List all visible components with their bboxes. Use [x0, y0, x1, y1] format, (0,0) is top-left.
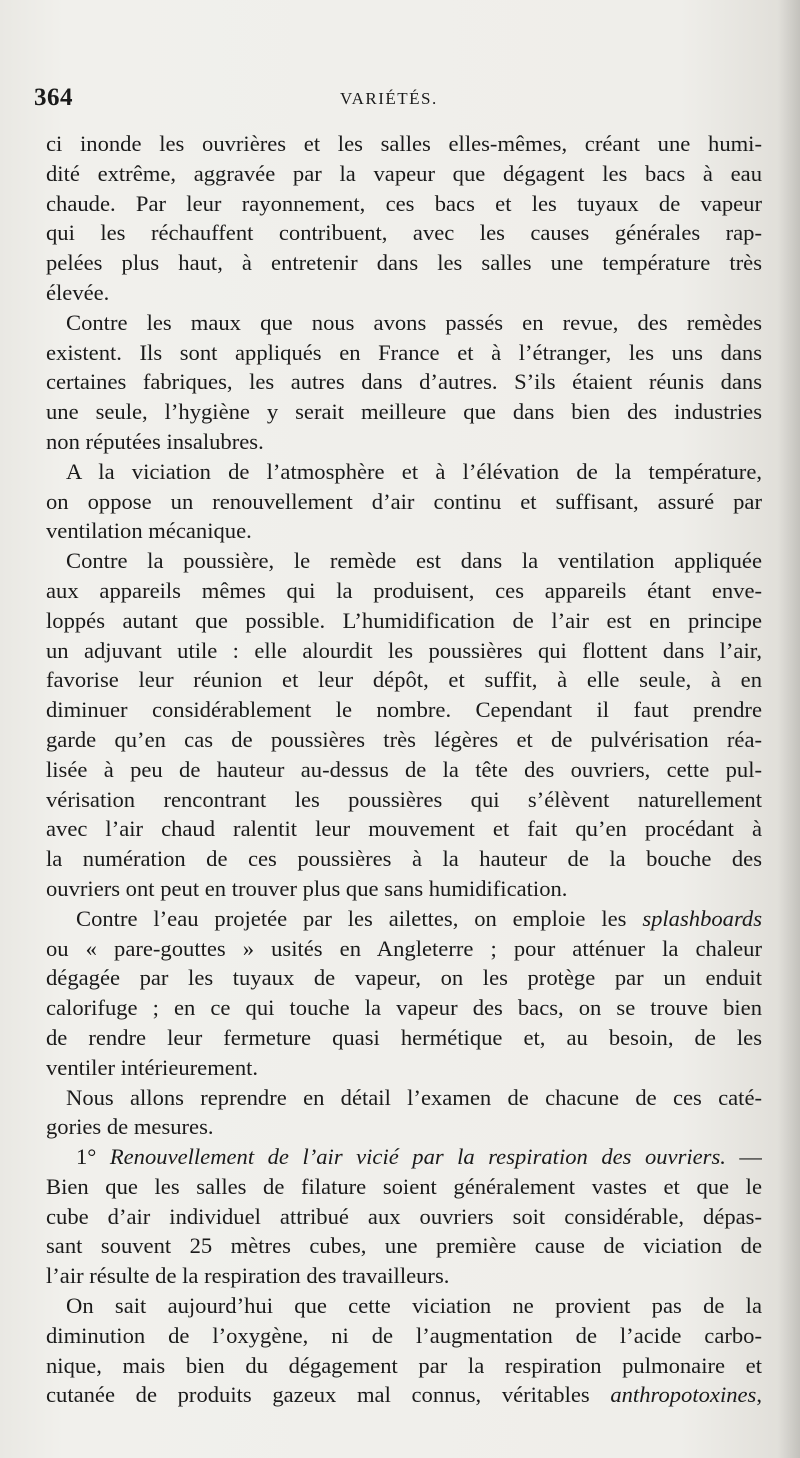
text-line: Contre l’eau projetée par les ailettes, on emploie les splashboards: [76, 905, 762, 931]
text-line: Contre les maux que nous avons passés en revue, des remèdes: [66, 309, 762, 335]
text-line: lisée à peu de hauteur au-dessus de la tête des ouvriers, cette pul-: [46, 756, 762, 782]
text-line: On sait aujourd’hui que cette viciation ne provient pas de la: [66, 1293, 762, 1319]
text-line: ventiler intérieurement.: [46, 1054, 259, 1080]
text-line: favorise leur réunion et leur dépôt, et suffit, à elle seule, à en: [46, 667, 762, 693]
text-line: pelées plus haut, à entretenir dans les salles une température très: [46, 250, 762, 276]
text-line: certaines fabriques, les autres dans d’autres. S’ils étaient réunis dans: [46, 369, 762, 395]
body-text: [46, 129, 762, 1410]
text-line: Nous allons reprendre en détail l’examen de chacune de ces caté-: [66, 1084, 762, 1110]
text-line: avec l’air chaud ralentit leur mouvement et fait qu’en procédant à: [46, 816, 762, 842]
text-line: dité extrême, aggravée par la vapeur que dégagent les bacs à eau: [46, 160, 762, 186]
text-line: diminution de l’oxygène, ni de l’augmentation de l’acide carbo-: [46, 1322, 762, 1348]
text-line: garde qu’en cas de poussières très légères et de pulvérisation réa-: [46, 726, 762, 752]
text-line: diminuer considérablement le nombre. Cependant il faut prendre: [46, 697, 762, 723]
page-header: [34, 84, 764, 118]
italic-text: anthropotoxines: [610, 1382, 757, 1408]
text-line: existent. Ils sont appliqués en France et à l’étranger, les uns dans: [46, 339, 762, 365]
text-line: ci inonde les ouvrières et les salles elles-mêmes, créant une humi-: [46, 131, 762, 156]
text-line: un adjuvant utile : elle alourdit les poussières qui flottent dans l’air,: [46, 637, 762, 663]
text-line: Bien que les salles de filature soient généralement vastes et que le: [46, 1173, 762, 1199]
italic-text: splashboards: [642, 905, 762, 931]
text-line: l’air résulte de la respiration des travailleurs.: [46, 1263, 450, 1289]
page-number: 364: [34, 84, 73, 111]
text-line: gories de mesures.: [46, 1114, 214, 1140]
text-line: cutanée de produits gazeux mal connus, véritables anthropotoxines,: [46, 1382, 762, 1408]
text-line: sant souvent 25 mètres cubes, une première cause de viciation de: [46, 1233, 762, 1259]
italic-text: Renouvellement de l’air vicié par la respiration des ouvriers.: [109, 1144, 726, 1170]
text-line: la numération de ces poussières à la hauteur de la bouche des: [46, 846, 762, 872]
text-line: nique, mais bien du dégagement par la respiration pulmonaire et: [46, 1352, 762, 1378]
text-line: A la viciation de l’atmosphère et à l’élévation de la température,: [66, 458, 762, 484]
text-line: ou « pare-gouttes » usités en Angleterre ; pour atténuer la chaleur: [46, 935, 762, 961]
text-line: aux appareils mêmes qui la produisent, ces appareils étant enve-: [46, 577, 762, 603]
text-line: on oppose un renouvellement d’air continu et suffisant, assuré par: [46, 488, 762, 514]
text-line: calorifuge ; en ce qui touche la vapeur des bacs, on se trouve bien: [46, 995, 762, 1021]
text-line: vérisation rencontrant les poussières qui s’élèvent naturellement: [46, 786, 762, 812]
running-head: VARIÉTÉS.: [340, 89, 438, 108]
text-line: une seule, l’hygiène y serait meilleure que dans bien des industries: [46, 399, 762, 425]
text-line: qui les réchauffent contribuent, avec les causes générales rap-: [46, 220, 762, 246]
page-edge-shadow: [778, 0, 800, 1458]
text-line: Contre la poussière, le remède est dans la ventilation appliquée: [66, 548, 762, 574]
text-line: ouvriers ont peut en trouver plus que sans humidification.: [46, 875, 568, 901]
text-line: 1° Renouvellement de l’air vicié par la respiration des ouvriers. —: [76, 1144, 762, 1170]
text-line: non réputées insalubres.: [46, 428, 264, 454]
text-line: chaude. Par leur rayonnement, ces bacs et les tuyaux de vapeur: [46, 190, 762, 216]
text-line: cube d’air individuel attribué aux ouvriers soit considérable, dépas-: [46, 1203, 762, 1229]
text-line: loppés autant que possible. L’humidification de l’air est en principe: [46, 607, 762, 633]
text-line: élevée.: [46, 279, 110, 305]
text-line: de rendre leur fermeture quasi hermétique et, au besoin, de les: [46, 1024, 762, 1050]
text-line: dégagée par les tuyaux de vapeur, on les protège par un enduit: [46, 965, 762, 991]
text-line: ventilation mécanique.: [46, 518, 252, 544]
